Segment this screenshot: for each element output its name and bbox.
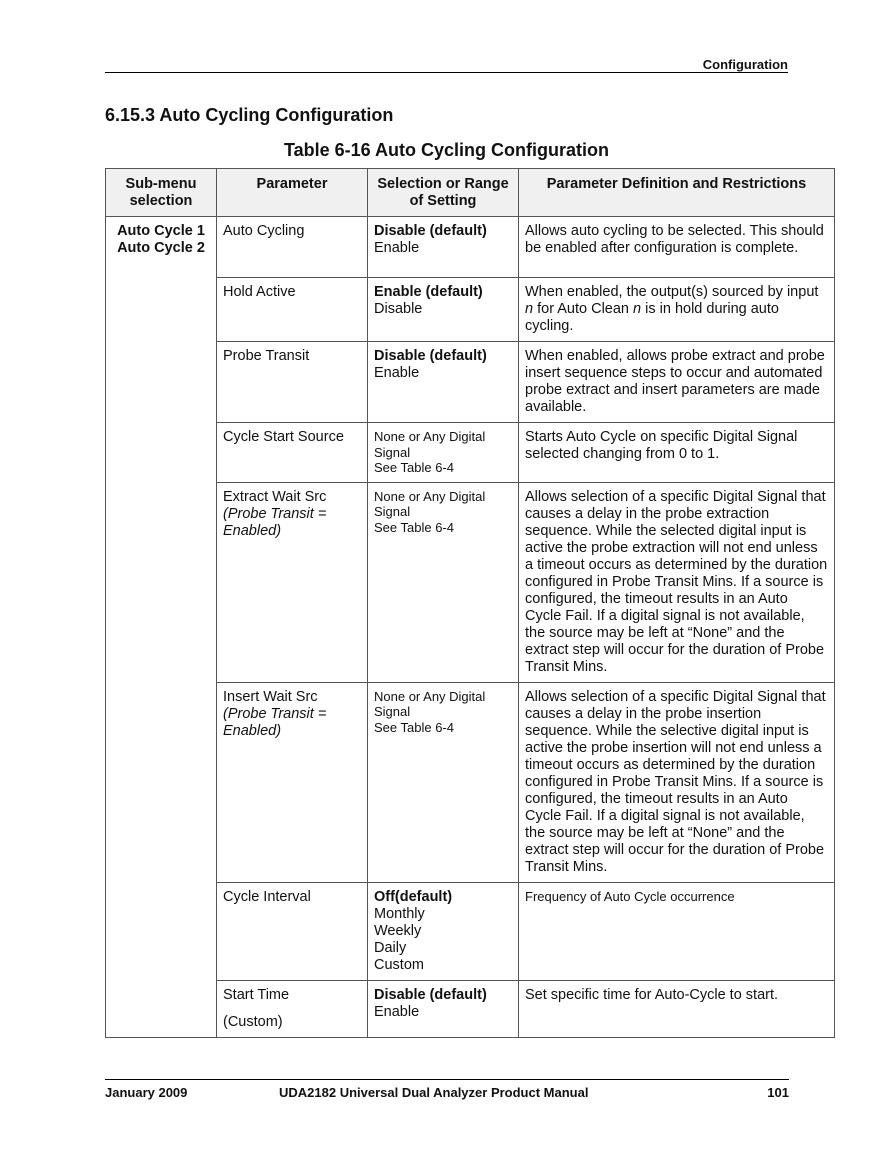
- selection-reference: See Table 6-4: [374, 519, 454, 535]
- selection-default: Disable (default): [374, 348, 487, 364]
- definition-text: When enabled, the output(s) sourced by input: [525, 284, 819, 300]
- definition-cell: Set specific time for Auto-Cycle to start.: [519, 980, 835, 1037]
- selection-default: Disable (default): [374, 986, 487, 1003]
- definition-cell: Starts Auto Cycle on specific Digital Signal selected changing from 0 to 1.: [519, 423, 835, 483]
- selection-cell: [368, 423, 519, 483]
- sub-menu-auto-cycle-1: Auto Cycle 1: [117, 223, 205, 239]
- sub-menu-cell: [106, 217, 217, 1038]
- selection-cell: [368, 682, 519, 882]
- running-header: [105, 57, 788, 73]
- footer-page-number: 101: [767, 1085, 789, 1100]
- parameter-note: (Probe Transit = Enabled): [223, 505, 327, 539]
- col-header-selection: Selection or Range of Setting: [368, 169, 519, 217]
- selection-option-monthly: Monthly: [374, 905, 425, 922]
- definition-cell: Allows selection of a specific Digital Signal that causes a delay in the probe extraction sequence. While the selected digital input is active the probe extraction will not end unless a timeout occurs as determined by the duration configured in Probe Transit Mins. If a source is configured, the timeout results in an Auto Cycle Fail. If a digital signal is not available, the source may be left at “None” and the extract step will occur for the duration of Probe Transit Mins.: [519, 482, 835, 682]
- selection-option: Enable: [374, 240, 420, 256]
- selection-option-custom: Custom: [374, 956, 424, 973]
- parameter-name: Insert Wait Src: [223, 688, 318, 705]
- selection-cell: [368, 342, 519, 423]
- parameter-cell: [217, 682, 368, 882]
- parameter-note: (Probe Transit = Enabled): [223, 705, 327, 739]
- selection-option: Disable: [374, 301, 423, 317]
- selection-reference: See Table 6-4: [374, 719, 454, 735]
- parameter-note: (Custom): [223, 1013, 283, 1030]
- definition-text: is in hold during auto cycling.: [525, 301, 779, 334]
- selection-option: Enable: [374, 1003, 420, 1020]
- table-row: [106, 217, 835, 278]
- parameter-cell: Cycle Start Source: [217, 423, 368, 483]
- parameter-cell: [217, 980, 368, 1037]
- col-header-definition: Parameter Definition and Restrictions: [519, 169, 835, 217]
- definition-var: n: [633, 301, 642, 317]
- selection-option-daily: Daily: [374, 939, 407, 956]
- selection-default: Enable (default): [374, 284, 483, 300]
- selection-cell: [368, 278, 519, 342]
- parameter-cell: Cycle Interval: [217, 882, 368, 980]
- parameter-cell: Hold Active: [217, 278, 368, 342]
- selection-cell: [368, 980, 519, 1037]
- col-header-sub-menu: Sub-menu selection: [106, 169, 217, 217]
- definition-cell: [519, 278, 835, 342]
- auto-cycling-config-table: [105, 168, 835, 1038]
- definition-text: for Auto Clean: [533, 301, 634, 317]
- definition-var: n: [525, 301, 534, 317]
- sub-menu-auto-cycle-2: Auto Cycle 2: [117, 240, 205, 256]
- page-footer: [105, 1079, 789, 1100]
- selection-range: None or Any Digital Signal: [374, 429, 486, 460]
- footer-manual-title: UDA2182 Universal Dual Analyzer Product Manual: [279, 1085, 589, 1100]
- col-header-parameter: Parameter: [217, 169, 368, 217]
- definition-cell: When enabled, allows probe extract and probe insert sequence steps to occur and automated probe extract and insert parameters are made available.: [519, 342, 835, 423]
- parameter-cell: Probe Transit: [217, 342, 368, 423]
- definition-cell: Allows selection of a specific Digital Signal that causes a delay in the probe insertion sequence. While the selective digital input is active the probe insertion will not end unless a timeout occurs as determined by the duration configured in Probe Transit Mins. If a source is configured, the timeout results in an Auto Cycle Fail. If a digital signal is not available, the source may be left at “None” and the extract step will occur for the duration of Probe Transit Mins.: [519, 682, 835, 882]
- selection-option-weekly: Weekly: [374, 922, 422, 939]
- definition-cell: Frequency of Auto Cycle occurrence: [519, 882, 835, 980]
- selection-cell: [368, 882, 519, 980]
- selection-cell: [368, 217, 519, 278]
- selection-reference: See Table 6-4: [374, 460, 454, 475]
- selection-default: Disable (default): [374, 223, 487, 239]
- selection-option: Enable: [374, 365, 420, 381]
- parameter-name: Extract Wait Src: [223, 488, 327, 505]
- parameter-name: Start Time: [223, 986, 290, 1003]
- table-title: Table 6-16 Auto Cycling Configuration: [283, 140, 609, 160]
- selection-range: None or Any Digital Signal: [374, 688, 486, 719]
- parameter-cell: Auto Cycling: [217, 217, 368, 278]
- definition-cell: Allows auto cycling to be selected. This should be enabled after configuration is complete.: [519, 217, 835, 278]
- parameter-cell: [217, 482, 368, 682]
- selection-default: Off(default): [374, 888, 453, 905]
- footer-date: January 2009: [105, 1085, 188, 1100]
- header-section-name: Configuration: [702, 57, 788, 72]
- section-title: 6.15.3 Auto Cycling Configuration: [105, 105, 394, 125]
- selection-range: None or Any Digital Signal: [374, 488, 486, 519]
- table-header-row: [106, 169, 835, 217]
- selection-cell: [368, 482, 519, 682]
